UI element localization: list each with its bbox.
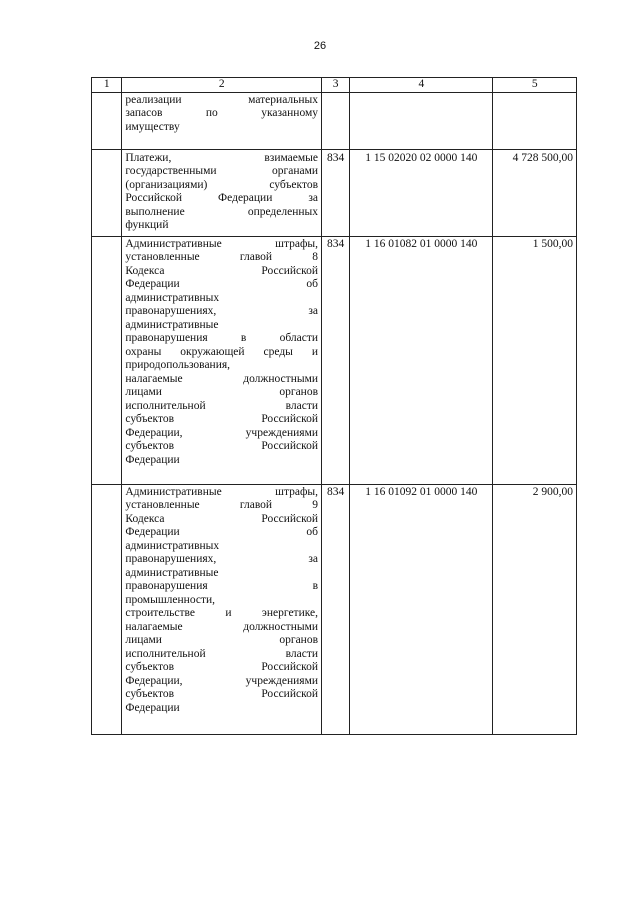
table-header-row xyxy=(92,78,577,93)
description-cell xyxy=(122,484,322,734)
description-line: государственными органами xyxy=(125,165,319,177)
admin-code-cell xyxy=(322,92,350,149)
amount-cell: 4 728 500,00 xyxy=(493,149,577,236)
description-line: промышленности, xyxy=(125,593,216,606)
header-cell-3: 3 xyxy=(322,78,350,93)
description-line: субъектов Российской xyxy=(125,413,319,425)
admin-code-cell: 834 xyxy=(322,236,350,484)
description-line: установленные главой 9 xyxy=(125,499,319,511)
description-line: Федерации об xyxy=(125,278,319,290)
description-line: Федерации, учреждениями xyxy=(125,674,319,687)
description-line: Федерации xyxy=(125,701,180,714)
row-number-cell xyxy=(92,149,122,236)
description-line: охраны окружающей среды и xyxy=(125,345,319,358)
description-line: налагаемые должностными xyxy=(125,372,319,385)
description-line: Административные штрафы, xyxy=(125,237,319,250)
description-line: функций xyxy=(125,219,169,231)
description-line: субъектов Российской xyxy=(125,440,319,452)
admin-code-cell: 834 xyxy=(322,149,350,236)
classification-code-cell: 1 15 02020 02 0000 140 xyxy=(350,149,493,236)
description-line: административных xyxy=(125,291,220,304)
header-cell-1: 1 xyxy=(92,78,122,93)
amount-cell xyxy=(493,92,577,149)
header-cell-2: 2 xyxy=(122,78,322,93)
description-line: имуществу xyxy=(125,120,180,133)
description-line: правонарушения в xyxy=(125,580,319,592)
description-line: субъектов Российской xyxy=(125,661,319,673)
description-line: лицами органов xyxy=(125,634,319,646)
amount-cell: 1 500,00 xyxy=(493,236,577,484)
description-line: налагаемые должностными xyxy=(125,620,319,633)
description-line: запасов по указанному xyxy=(125,107,319,119)
description-line: Кодекса Российской xyxy=(125,264,319,277)
description-line: Федерации об xyxy=(125,526,319,538)
description-line: природопользования, xyxy=(125,359,231,371)
description-line: Кодекса Российской xyxy=(125,512,319,525)
description-line: установленные главой 8 xyxy=(125,251,319,263)
description-line: административные xyxy=(125,566,219,579)
description-line: административных xyxy=(125,539,220,552)
description-line: Федерации, учреждениями xyxy=(125,426,319,439)
admin-code-cell: 834 xyxy=(322,484,350,734)
description-line: исполнительной власти xyxy=(125,647,319,660)
table-row xyxy=(92,484,577,734)
row-number-cell xyxy=(92,236,122,484)
description-line: лицами органов xyxy=(125,386,319,398)
description-line: правонарушениях, за xyxy=(125,553,319,565)
description-line: административные xyxy=(125,318,219,331)
description-cell xyxy=(122,149,322,236)
classification-code-cell: 1 16 01082 01 0000 140 xyxy=(350,236,493,484)
description-line: (организациями) субъектов xyxy=(125,178,319,191)
description-line: строительстве и энергетике, xyxy=(125,607,319,619)
description-line: Федерации xyxy=(125,453,180,466)
description-line: Платежи, взимаемые xyxy=(125,151,319,164)
revenue-table xyxy=(91,77,577,735)
description-cell xyxy=(122,92,322,149)
description-line: исполнительной власти xyxy=(125,399,319,412)
amount-cell: 2 900,00 xyxy=(493,484,577,734)
description-cell xyxy=(122,236,322,484)
row-number-cell xyxy=(92,484,122,734)
description-line: Административные штрафы, xyxy=(125,485,319,498)
description-line: правонарушения в области xyxy=(125,332,319,344)
classification-code-cell: 1 16 01092 01 0000 140 xyxy=(350,484,493,734)
description-line: Российской Федерации за xyxy=(125,192,319,204)
row-number-cell xyxy=(92,92,122,149)
header-cell-5: 5 xyxy=(493,78,577,93)
description-line: выполнение определенных xyxy=(125,205,319,218)
page-number: 26 xyxy=(313,40,327,52)
header-cell-4: 4 xyxy=(350,78,493,93)
description-line: правонарушениях, за xyxy=(125,305,319,317)
classification-code-cell xyxy=(350,92,493,149)
description-line: реализации материальных xyxy=(125,93,319,106)
table-row xyxy=(92,149,577,236)
table-row xyxy=(92,236,577,484)
description-line: субъектов Российской xyxy=(125,688,319,700)
table-row xyxy=(92,92,577,149)
